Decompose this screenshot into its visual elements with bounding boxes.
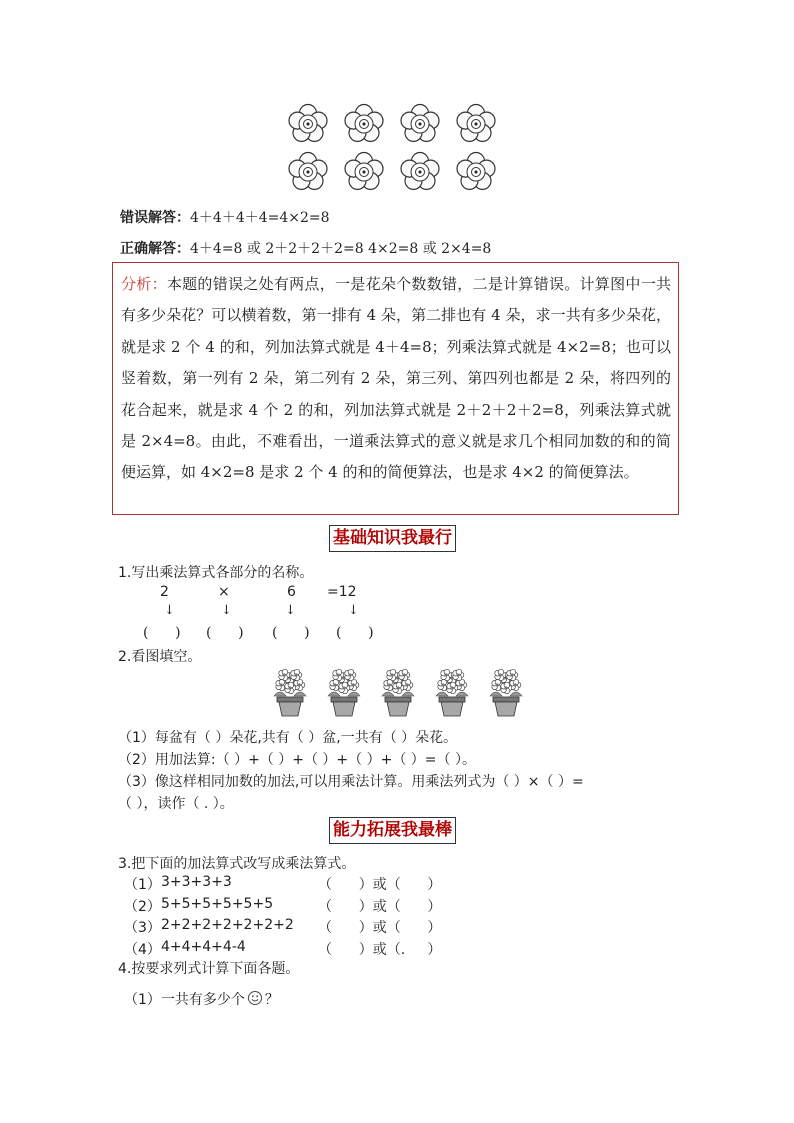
q3-item-number: （1） <box>124 877 161 893</box>
flower-grid <box>280 100 504 196</box>
q3-item-expression: 5+5+5+5+5+5 <box>161 895 274 912</box>
flower-outline-icon <box>392 100 448 148</box>
flower-outline-icon <box>448 148 504 196</box>
q4-sub-1-end: ？ <box>264 992 279 1008</box>
q3-item-answer-blanks[interactable]: （ ）或（. ） <box>318 941 442 958</box>
flower-outline-icon <box>392 148 448 196</box>
analysis-text: 本题的错误之处有两点，一是花朵个数数错，二是计算错误。计算图中一共有多少朵花？可以横着数，第一排有 4 朵，第二排也有 4 朵，求一共有多少朵花，就是求 2 个 4 的和，列加法算式就是 4＋4=8；列乘法算式就是 4×2=8；也可以竖着数，第一列有 2 朵，第二列有 2 朵，第三列、第四列也都是 2 朵，将四列的花合起来，就是求 4 个 2 的和，列加法算式就是 2＋2＋2＋2=8，列乘法算式就是 2×4=8。由此，不难看出，一道乘法算式的意义就是求几个相同加数的和的简便运算，如 4×2=8 是求 2 个 4 的和的简便算法，也是求 4×2 的简便算法。 <box>121 275 671 482</box>
q1-arrow-4: ↓ <box>348 603 359 618</box>
q1-title: 1.写出乘法算式各部分的名称。 <box>118 565 314 581</box>
section-heading-extension: 能力拓展我最棒 <box>329 817 456 844</box>
flower-outline-icon <box>448 100 504 148</box>
q3-item-answer-blanks[interactable]: （ ）或（ ） <box>318 898 442 915</box>
flower-outline-icon <box>336 148 392 196</box>
q1-blank-1[interactable]: ( ) <box>143 625 181 641</box>
wrong-answer-text: 4＋4＋4＋4=4×2=8 <box>190 210 330 226</box>
q1-arrow-2: ↓ <box>221 603 232 618</box>
analysis-tag: 分析： <box>121 275 167 293</box>
q1-arrow-3: ↓ <box>285 603 296 618</box>
q1-blank-3[interactable]: ( ) <box>272 625 310 641</box>
flower-pot-icon <box>484 668 528 722</box>
q1-part-2: × <box>218 584 230 600</box>
correct-answer-text: 4＋4=8 或 2＋2＋2＋2=8 4×2=8 或 2×4=8 <box>190 241 492 257</box>
analysis-box <box>112 262 679 515</box>
q1-blank-4[interactable]: ( ) <box>336 625 374 641</box>
flower-outline-icon <box>280 148 336 196</box>
q1-blank-2[interactable]: ( ) <box>206 625 244 641</box>
q2-title: 2.看图填空。 <box>118 649 202 665</box>
q3-item-number: （4） <box>124 941 161 958</box>
q3-item-expression: 4+4+4+4-4 <box>161 938 246 955</box>
q2-line-3: （3）像这样相同加数的加法,可以用乘法计算。用乘法列式为（ ）×（ ）= <box>118 774 584 790</box>
section-heading-basic: 基础知识我最行 <box>329 525 456 552</box>
q2-line-1: （1）每盆有（ ）朵花,共有（ ）盆,一共有（ ）朵花。 <box>118 730 458 746</box>
flower-pot-icon <box>322 668 366 722</box>
q1-part-4: =12 <box>327 584 357 600</box>
flower-pot-icon <box>376 668 420 722</box>
q1-part-3: 6 <box>287 584 296 600</box>
q1-arrow-1: ↓ <box>164 603 175 618</box>
flower-outline-icon <box>336 100 392 148</box>
q4-title: 4.按要求列式计算下面各题。 <box>118 961 300 977</box>
q1-part-1: 2 <box>160 584 169 600</box>
q3-item-number: （3） <box>124 920 161 936</box>
wrong-answer-line <box>120 207 330 227</box>
q3-item-answer-blanks[interactable]: （ ）或（ ） <box>318 920 442 936</box>
smiley-icon <box>247 990 263 1010</box>
flower-pot-row <box>268 668 528 722</box>
flower-outline-icon <box>280 100 336 148</box>
wrong-answer-label: 错误解答： <box>120 210 190 226</box>
q3-item-number: （2） <box>124 898 161 915</box>
correct-answer-line <box>120 238 491 258</box>
q4-sub-1 <box>124 989 279 1010</box>
q2-line-4: （ ），读作（ . ）。 <box>118 796 234 812</box>
q2-line-2: （2）用加法算:（ ）+（ ）+（ ）+（ ）+（ ）=（ ）。 <box>118 752 476 768</box>
q3-item-expression: 2+2+2+2+2+2+2 <box>161 917 294 933</box>
correct-answer-label: 正确解答： <box>120 241 190 257</box>
q3-item-expression: 3+3+3+3 <box>161 874 232 890</box>
flower-pot-icon <box>268 668 312 722</box>
q3-title: 3.把下面的加法算式改写成乘法算式。 <box>118 856 356 872</box>
q3-item-answer-blanks[interactable]: （ ）或（ ） <box>318 877 442 893</box>
flower-pot-icon <box>430 668 474 722</box>
q4-sub-1-text: （1）一共有多少个 <box>124 992 245 1008</box>
